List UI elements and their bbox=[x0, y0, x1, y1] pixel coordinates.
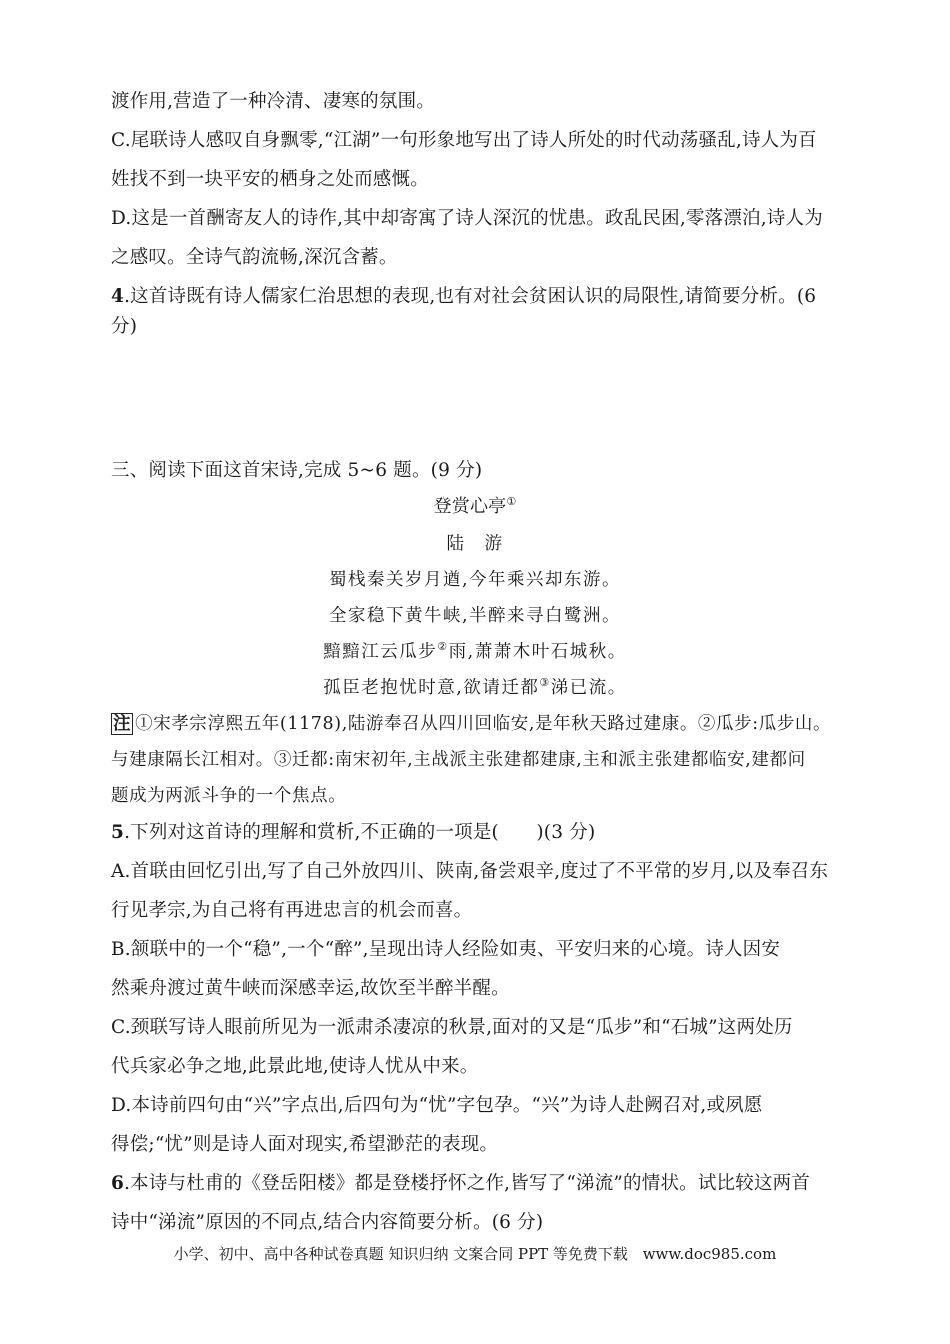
page-footer bbox=[0, 1243, 950, 1265]
notes-label: 注 bbox=[113, 714, 132, 734]
poem-line-3-footnote: ② bbox=[437, 640, 449, 653]
question-4-line2: 分) bbox=[111, 316, 138, 337]
q5-option-c-line2: 代兵家必争之地,此景此地,使诗人忧从中来。 bbox=[111, 1056, 479, 1077]
q5-option-c-line1: C.颈联写诗人眼前所见为一派肃杀凄凉的秋景,面对的又是“瓜步”和“石城”这两处历 bbox=[111, 1017, 793, 1038]
poem-line-2: 全家稳下黄牛峡,半醉来寻白鹭洲。 bbox=[328, 606, 622, 626]
poem-notes-line3: 题成为两派斗争的一个焦点。 bbox=[111, 786, 347, 806]
option-b-continued: 渡作用,营造了一种冷清、凄寒的氛围。 bbox=[111, 91, 435, 112]
poem-title-footnote: ① bbox=[506, 495, 517, 508]
section-3-heading: 三、阅读下面这首宋诗,完成 5~6 题。(9 分) bbox=[111, 460, 483, 481]
option-d-line2: 之感叹。全诗气韵流畅,深沉含蓄。 bbox=[111, 247, 398, 268]
poem-notes-line2: 与建康隔长江相对。③迁都:南宋初年,主战派主张建都建康,主和派主张建都临安,建都问 bbox=[111, 750, 806, 770]
question-4-number: 4 bbox=[111, 286, 125, 307]
poem-line-4-part2: 涕已流。 bbox=[550, 678, 627, 698]
question-4-text: .这首诗既有诗人儒家仁治思想的表现,也有对社会贫困认识的局限性,请简要分析。(6 bbox=[124, 286, 817, 307]
q5-option-d-line1: D.本诗前四句由“兴”字点出,后四句为“忧”字包孕。“兴”为诗人赴阙召对,或夙愿 bbox=[111, 1095, 763, 1116]
option-c-line2: 姓找不到一块平安的栖身之处而感慨。 bbox=[111, 169, 429, 190]
question-6-text: .本诗与杜甫的《登岳阳楼》都是登楼抒怀之作,皆写了“涕流”的情状。试比较这两首 bbox=[124, 1173, 811, 1194]
question-6-line2: 诗中“涕流”原因的不同点,结合内容简要分析。(6 分) bbox=[111, 1212, 544, 1233]
poem-line-1: 蜀栈秦关岁月遒,今年乘兴却东游。 bbox=[328, 570, 622, 590]
question-5-text: .下列对这首诗的理解和赏析,不正确的一项是( )(3 分) bbox=[124, 822, 596, 843]
q5-option-a-line1: A.首联由回忆引出,写了自己外放四川、陕南,备尝艰辛,度过了不平常的岁月,以及奉召东 bbox=[111, 861, 829, 882]
footer-link[interactable]: www.doc985.com bbox=[642, 1245, 777, 1263]
notes-text-1: ①宋孝宗淳熙五年(1178),陆游奉召从四川回临安,是年秋天路过建康。②瓜步:瓜步山。 bbox=[135, 714, 832, 734]
poem-line-3-part1: 黯黯江云瓜步 bbox=[323, 642, 438, 662]
poem-line-4-part1: 孤臣老抱忧时意,欲请迁都 bbox=[323, 678, 540, 698]
q5-option-d-line2: 得偿;“忧”则是诗人面对现实,希望渺茫的表现。 bbox=[111, 1134, 499, 1155]
q5-option-b-line2: 然乘舟渡过黄牛峡而深感幸运,故饮至半醉半醒。 bbox=[111, 978, 510, 999]
poem-author: 陆 游 bbox=[446, 534, 504, 554]
poem-line-4 bbox=[0, 674, 950, 702]
poem-title-text: 登赏心亭 bbox=[433, 496, 507, 517]
poem-line-4-footnote: ③ bbox=[539, 676, 551, 689]
question-5-number: 5 bbox=[111, 822, 125, 843]
option-d-line1: D.这是一首酬寄友人的诗作,其中却寄寓了诗人深沉的忧患。政乱民困,零落漂泊,诗人为 bbox=[111, 208, 823, 229]
poem-line-3 bbox=[0, 638, 950, 666]
poem-title bbox=[0, 493, 950, 521]
q5-option-a-line2: 行见孝宗,为自己将有再进忠言的机会而喜。 bbox=[111, 900, 473, 921]
q5-option-b-line1: B.颔联中的一个“稳”,一个“醉”,呈现出诗人经险如夷、平安归来的心境。诗人因安 bbox=[111, 939, 781, 960]
poem-line-3-part2: 雨,萧萧木叶石城秋。 bbox=[448, 642, 627, 662]
question-6-number: 6 bbox=[111, 1173, 125, 1194]
question-5-stem bbox=[111, 819, 595, 847]
question-4-line1 bbox=[111, 283, 816, 311]
question-6-line1 bbox=[111, 1170, 810, 1198]
footer-text: 小学、初中、高中各种试卷真题 知识归纳 文案合同 PPT 等免费下载 bbox=[173, 1245, 628, 1263]
option-c-line1: C.尾联诗人感叹自身飘零,“江湖”一句形象地写出了诗人所处的时代动荡骚乱,诗人为百 bbox=[111, 130, 817, 151]
poem-notes-line1 bbox=[111, 710, 831, 738]
